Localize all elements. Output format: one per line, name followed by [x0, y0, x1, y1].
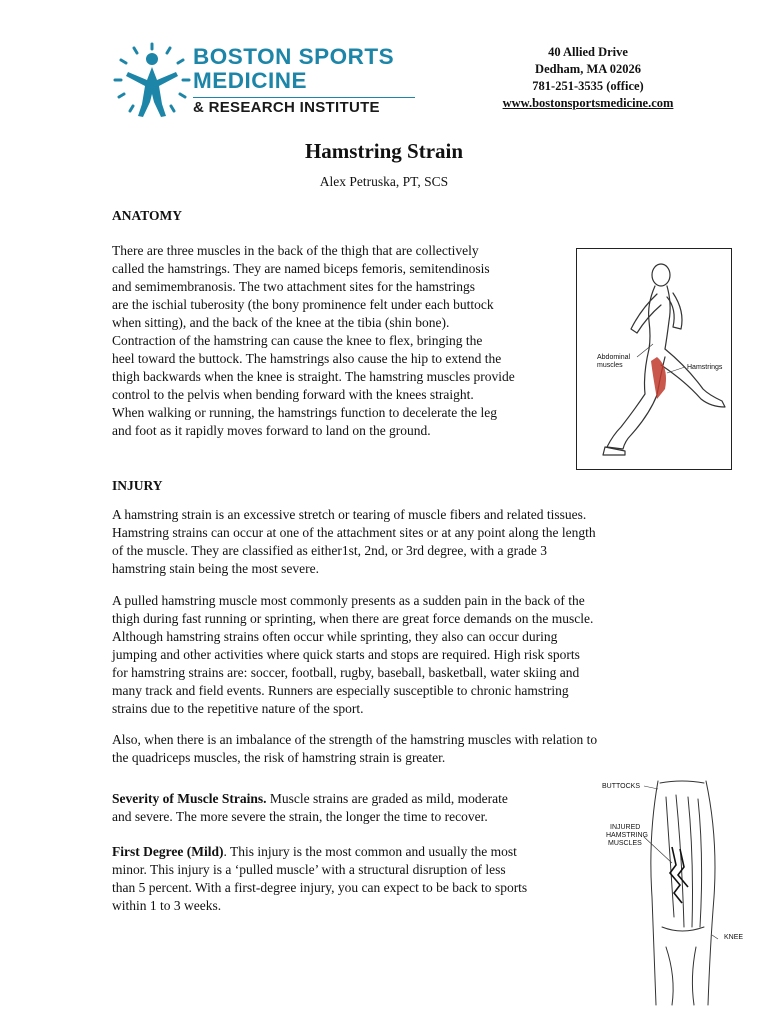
first-degree-text: . This injury is the most common and usually the most minor. This injury is a ‘pulled muscle’ with a structural disruption of less than 5 percent. With a first-degree injury, you can expect to be back to sports within 1 to 3 weeks.: [112, 844, 528, 913]
anatomy-heading: ANATOMY: [112, 208, 182, 223]
severity-paragraph: [112, 790, 582, 826]
logo: [112, 42, 424, 122]
injury-paragraph-3: Also, when there is an imbalance of the strength of the hamstring muscles with relation to the quadriceps muscles, the risk of hamstring strain is greater.: [112, 732, 598, 765]
address-block: [470, 44, 706, 112]
logo-name-line3: & RESEARCH INSTITUTE: [193, 99, 380, 116]
hamstrings-label: Hamstrings: [687, 364, 723, 371]
page-title: Hamstring Strain: [304, 139, 464, 163]
logo-divider: [193, 97, 415, 98]
severity-lead: Severity of Muscle Strains.: [112, 791, 267, 806]
logo-name-line1: BOSTON SPORTS: [193, 44, 395, 69]
injured-label-1: INJURED: [610, 824, 641, 831]
injured-label-2: HAMSTRING: [606, 832, 648, 839]
buttocks-label: BUTTOCKS: [602, 783, 640, 790]
injury-paragraph-2: A pulled hamstring muscle most commonly presents as a sudden pain in the back of the thigh during fast running or sprinting, when there are great force demands on the muscle. Although hamstring strains often occur while sprinting, they also can occur during jumping and other activities where quick starts and stops are required. High risk sports for hamstring strains are: soccer, football, rugby, baseball, basketball, water skiing and many track and field events. Runners are especially susceptible to chronic hamstring strains due to the repetitive nature of the sport.: [112, 593, 594, 716]
abdominal-muscles-label: Abdominal muscles: [597, 354, 631, 369]
injury-paragraph-1: A hamstring strain is an excessive stretch or tearing of muscle fibers and related tissues. Hamstring strains can occur at one of the attachment sites or at any point along the length of the muscle. They are classified as either1st, 2nd, or 3rd degree, with a grade 3 hamstring stain being the most severe.: [112, 507, 596, 576]
runner-illustration: [576, 248, 732, 470]
leg-illustration: [596, 777, 756, 1007]
injured-label-3: MUSCLES: [608, 840, 642, 847]
injury-heading: INJURY: [112, 478, 163, 493]
logo-figure-icon: [112, 42, 192, 122]
author: Alex Petruska, PT, SCS: [319, 174, 449, 189]
severity-text: Muscle strains are graded as mild, moderate and severe. The more severe the strain, the longer the time to recover.: [112, 791, 508, 824]
knee-label: KNEE: [724, 934, 744, 941]
address-street: 40 Allied Drive: [548, 45, 628, 59]
website-link[interactable]: www.bostonsportsmedicine.com: [502, 96, 674, 110]
address-phone: 781-251-3535 (office): [532, 79, 644, 93]
first-degree-lead: First Degree (Mild): [112, 844, 224, 859]
address-city: Dedham, MA 02026: [535, 62, 641, 76]
anatomy-paragraph: There are three muscles in the back of the thigh that are collectively called the hamstrings. They are named biceps femoris, semitendinosis and semimembranosis. The two attachment sites for the hamstrings are the ischial tuberosity (the bony prominence felt under each buttock when sitting), and the back of the knee at the tibia (shin bone). Contraction of the hamstring can cause the knee to flex, bringing the heel toward the buttock. The hamstrings also cause the hip to extend the thigh backwards when the knee is straight. The hamstring muscles provide control to the pelvis when bending forward with the knees straight. When walking or running, the hamstrings function to decelerate the leg and foot as it rapidly moves forward to land on the ground.: [112, 243, 515, 438]
logo-name-line2: MEDICINE: [193, 68, 308, 93]
first-degree-paragraph: [112, 843, 592, 915]
